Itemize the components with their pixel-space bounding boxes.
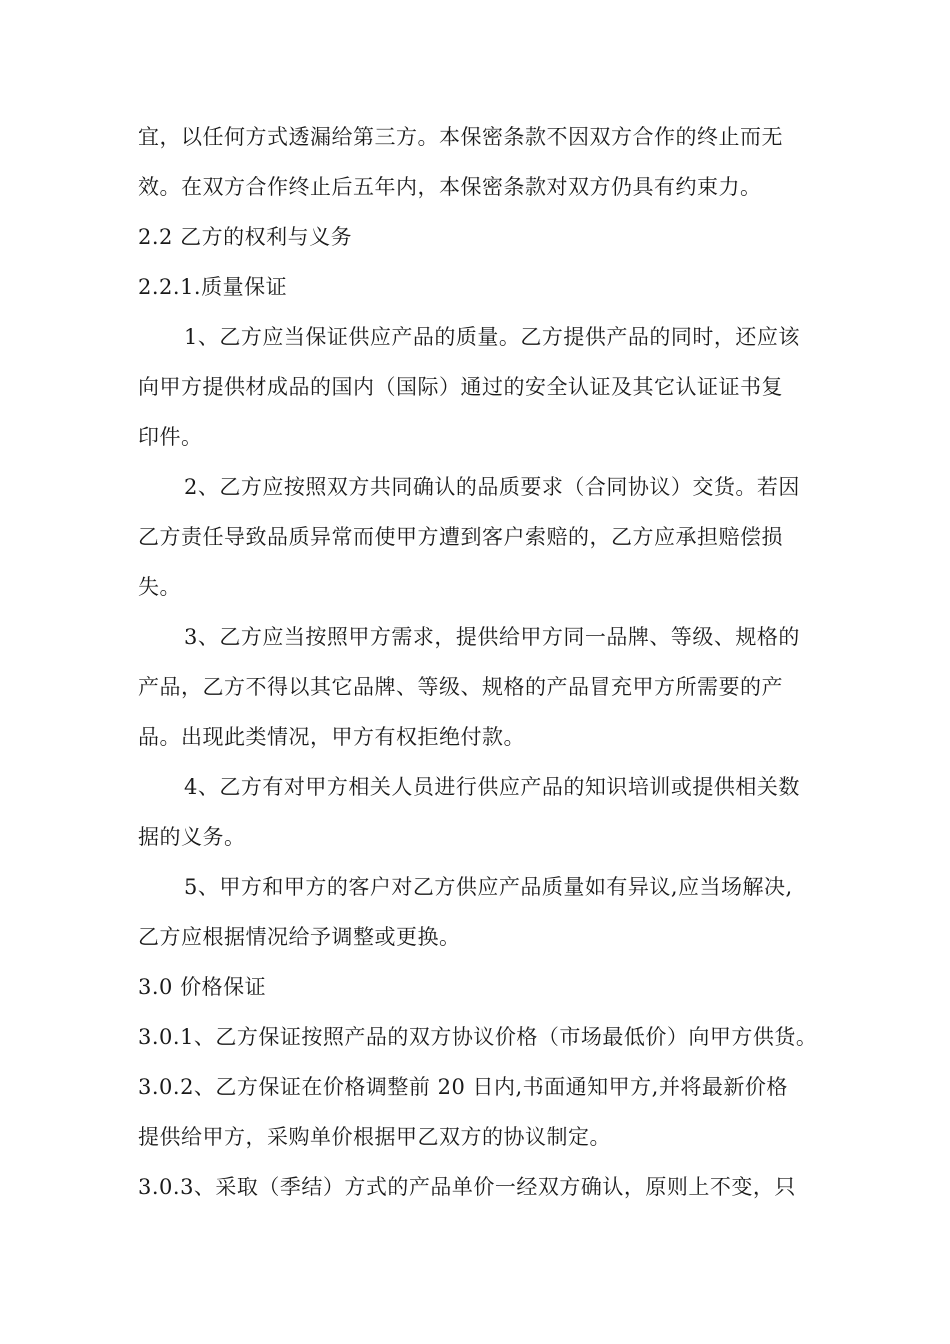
text-line: 3.0.1、乙方保证按照产品的双方协议价格（市场最低价）向甲方供货。 — [138, 1025, 818, 1049]
text-line: 品。出现此类情况，甲方有权拒绝付款。 — [138, 725, 525, 749]
document-page — [138, 112, 838, 1212]
text-line: 印件。 — [138, 425, 203, 449]
text-line: 产品，乙方不得以其它品牌、等级、规格的产品冒充甲方所需要的产 — [138, 675, 783, 699]
text-line: 乙方应根据情况给予调整或更换。 — [138, 925, 461, 949]
text-line: 失。 — [138, 575, 181, 599]
text-line: 2、乙方应按照双方共同确认的品质要求（合同协议）交货。若因 — [184, 475, 800, 499]
subsection-heading: 2.2.1.质量保证 — [138, 275, 288, 299]
text-line: 3.0.2、乙方保证在价格调整前 20 日内,书面通知甲方,并将最新价格 — [138, 1075, 788, 1099]
text-line: 向甲方提供材成品的国内（国际）通过的安全认证及其它认证证书复 — [138, 375, 783, 399]
text-line: 3.0.3、采取（季结）方式的产品单价一经双方确认，原则上不变，只 — [138, 1175, 796, 1199]
section-heading: 2.2 乙方的权利与义务 — [138, 225, 353, 249]
text-line: 4、乙方有对甲方相关人员进行供应产品的知识培训或提供相关数 — [184, 775, 800, 799]
text-line: 效。在双方合作终止后五年内，本保密条款对双方仍具有约束力。 — [138, 175, 762, 199]
text-line: 宜，以任何方式透漏给第三方。本保密条款不因双方合作的终止而无 — [138, 125, 783, 149]
section-heading: 3.0 价格保证 — [138, 975, 267, 999]
text-line: 5、甲方和甲方的客户对乙方供应产品质量如有异议,应当场解决, — [184, 875, 793, 899]
text-line: 提供给甲方，采购单价根据甲乙双方的协议制定。 — [138, 1125, 611, 1149]
text-line: 据的义务。 — [138, 825, 246, 849]
text-line: 3、乙方应当按照甲方需求，提供给甲方同一品牌、等级、规格的 — [184, 625, 800, 649]
text-line: 1、乙方应当保证供应产品的质量。乙方提供产品的同时，还应该 — [184, 325, 800, 349]
text-line: 乙方责任导致品质异常而使甲方遭到客户索赔的，乙方应承担赔偿损 — [138, 525, 783, 549]
